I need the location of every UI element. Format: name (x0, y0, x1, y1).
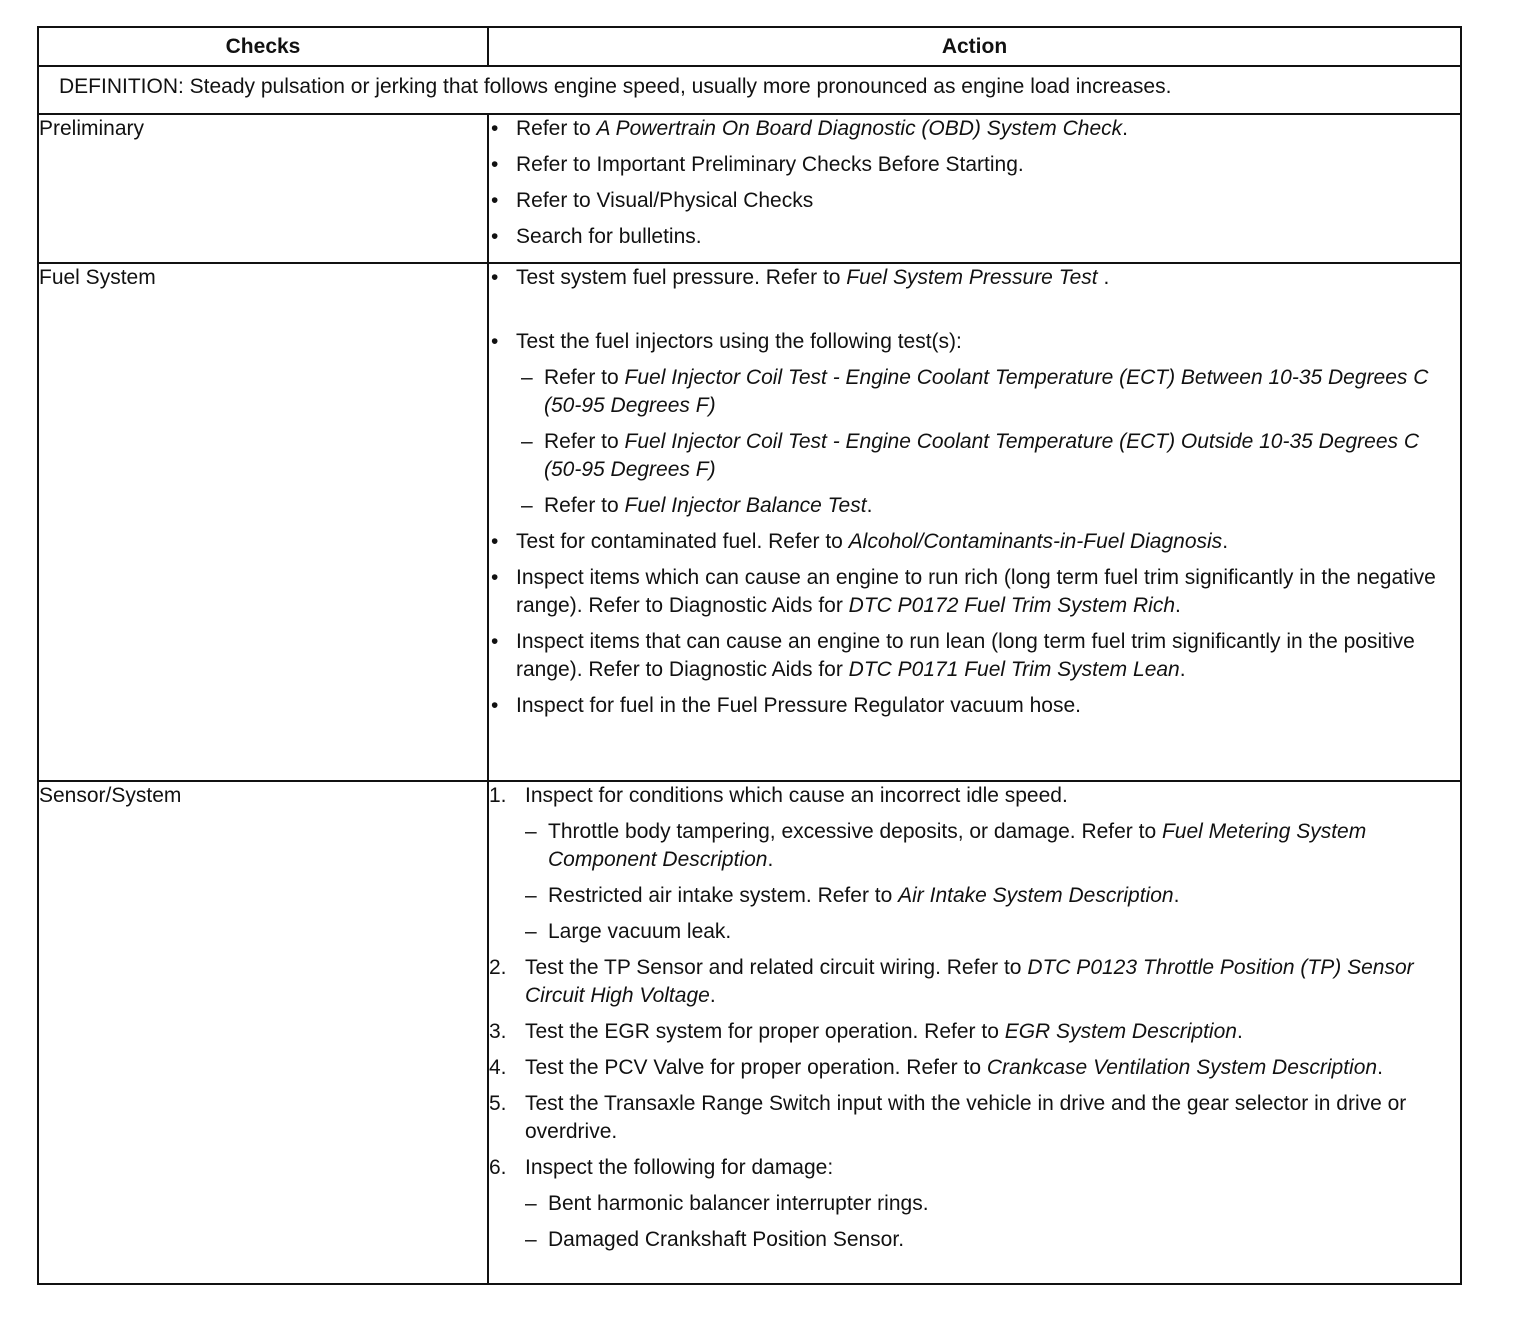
reference-link: A Powertrain On Board Diagnostic (OBD) System Check (596, 117, 1123, 140)
table-row-sensor-system (38, 781, 1461, 1284)
header-action: Action (488, 27, 1461, 66)
list-item: • Test the fuel injectors using the following test(s): – Refer to Fuel Injector Coil Test - Engine Coolant Temperature (ECT) Between 10-35 Degrees C (50-95 Degrees F) – Refer to Fuel Injector Coil Test - Engine Coolant Temperature (ECT) Outside 10-35 Degrees C (50-95 Degrees F) – Refer to Fuel Injector Balance Test. (489, 328, 1460, 520)
sub-list (525, 818, 1460, 946)
list-item: • Refer to Important Preliminary Checks Before Starting. (489, 151, 1460, 179)
sub-list (525, 1190, 1460, 1254)
list-item: 2. Test the TP Sensor and related circuit wiring. Refer to DTC P0123 Throttle Position (TP) Sensor Circuit High Voltage. (489, 956, 1414, 1007)
sub-item: – Bent harmonic balancer interrupter rings. (525, 1190, 1460, 1218)
sub-item: – Large vacuum leak. (525, 918, 1460, 946)
list-item: • Refer to A Powertrain On Board Diagnostic (OBD) System Check. (489, 115, 1460, 143)
sub-item: – Refer to Fuel Injector Balance Test. (521, 492, 1460, 520)
reference-link: Fuel Metering System Component Description (548, 820, 1367, 871)
diagnostic-table (37, 26, 1462, 1285)
list-item: 5. Test the Transaxle Range Switch input with the vehicle in drive and the gear selector in drive or overdrive. (489, 1092, 1407, 1143)
action-cell (488, 263, 1461, 781)
action-cell (488, 114, 1461, 263)
check-label: Sensor/System (38, 781, 488, 1284)
reference-link: Fuel Injector Coil Test - Engine Coolant Temperature (ECT) Outside 10-35 Degrees C (50-95 Degrees F) (544, 430, 1420, 481)
reference-link: DTC P0172 Fuel Trim System Rich (848, 594, 1176, 617)
list-item: • Search for bulletins. (489, 223, 1460, 251)
list-item: • Test for contaminated fuel. Refer to Alcohol/Contaminants-in-Fuel Diagnosis. (489, 528, 1460, 556)
sub-item: – Refer to Fuel Injector Coil Test - Engine Coolant Temperature (ECT) Outside 10-35 Degrees C (50-95 Degrees F) (521, 428, 1460, 484)
sub-item: – Damaged Crankshaft Position Sensor. (525, 1226, 1460, 1254)
reference-link: Air Intake System Description (898, 884, 1174, 907)
reference-link: EGR System Description (1004, 1020, 1237, 1043)
reference-link: Fuel System Pressure Test (846, 266, 1098, 289)
header-checks: Checks (38, 27, 488, 66)
header-row (38, 27, 1461, 66)
list-item: • Inspect for fuel in the Fuel Pressure Regulator vacuum hose. (489, 692, 1460, 720)
list-item: 3. Test the EGR system for proper operation. Refer to EGR System Description. (489, 1020, 1243, 1043)
list-item: • Inspect items that can cause an engine to run lean (long term fuel trim significantly in the positive range). Refer to Diagnostic Aids for DTC P0171 Fuel Trim System Lean. (489, 628, 1460, 684)
check-label: Fuel System (38, 263, 488, 781)
definition-text: DEFINITION: Steady pulsation or jerking that follows engine speed, usually more pronounced as engine load increases. (38, 66, 1461, 114)
bullet-list (489, 264, 1460, 720)
list-item: 6. Inspect the following for damage: – Bent harmonic balancer interrupter rings. – Damaged Crankshaft Position Sensor. (489, 1154, 1460, 1254)
list-item: • Test system fuel pressure. Refer to Fuel System Pressure Test . (489, 264, 1460, 292)
sub-item: – Refer to Fuel Injector Coil Test - Engine Coolant Temperature (ECT) Between 10-35 Degrees C (50-95 Degrees F) (521, 364, 1460, 420)
sub-list (521, 364, 1460, 520)
list-item: • Inspect items which can cause an engine to run rich (long term fuel trim significantly in the negative range). Refer to Diagnostic Aids for DTC P0172 Fuel Trim System Rich. (489, 564, 1460, 620)
reference-link: Crankcase Ventilation System Description (986, 1056, 1378, 1079)
list-item: 4. Test the PCV Valve for proper operation. Refer to Crankcase Ventilation System Description. (489, 1056, 1383, 1079)
reference-link: Alcohol/Contaminants-in-Fuel Diagnosis (848, 530, 1223, 553)
reference-link: Fuel Injector Balance Test (624, 494, 867, 517)
action-cell (488, 781, 1461, 1284)
table-row-fuel-system (38, 263, 1461, 781)
reference-link: Fuel Injector Coil Test - Engine Coolant Temperature (ECT) Between 10-35 Degrees C (50-95 Degrees F) (544, 366, 1429, 417)
list-item: • Refer to Visual/Physical Checks (489, 187, 1460, 215)
check-label: Preliminary (38, 114, 488, 263)
definition-row (38, 66, 1461, 114)
reference-link: DTC P0171 Fuel Trim System Lean (848, 658, 1180, 681)
sub-item: – Restricted air intake system. Refer to Air Intake System Description. (525, 882, 1460, 910)
table-row-preliminary (38, 114, 1461, 263)
bullet-list (489, 115, 1460, 251)
sub-item: – Throttle body tampering, excessive deposits, or damage. Refer to Fuel Metering System Component Description. (525, 818, 1460, 874)
numbered-list (489, 782, 1460, 1254)
reference-link: DTC P0123 Throttle Position (TP) Sensor Circuit High Voltage (525, 956, 1414, 1007)
list-item: 1. Inspect for conditions which cause an incorrect idle speed. – Throttle body tampering, excessive deposits, or damage. Refer to Fuel Metering System Component Description. – Restricted air intake system. Refer to Air Intake System Description. – Large vacuum leak. (489, 782, 1460, 946)
